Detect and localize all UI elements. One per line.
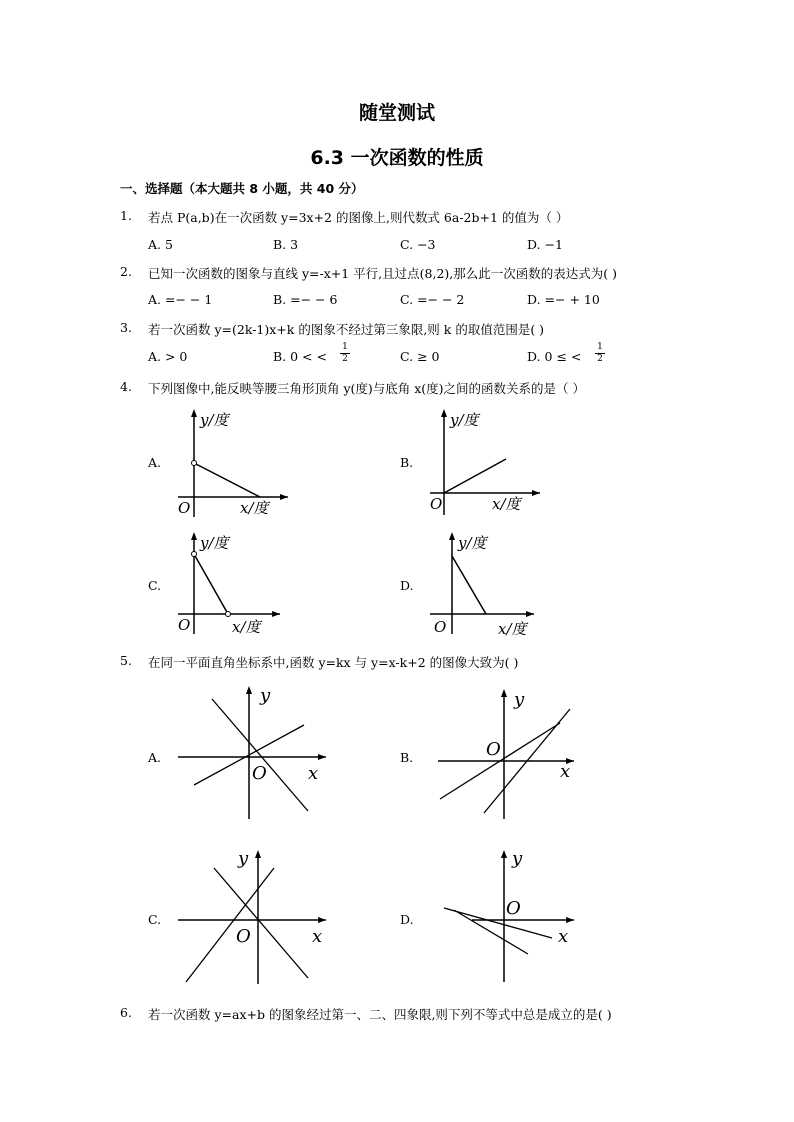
question-text: 在同一平面直角坐标系中,函数 y=kx 与 y=x-k+2 的图像大致为( ) <box>148 655 519 670</box>
x-label: x <box>308 763 319 784</box>
graph-line <box>444 459 506 493</box>
origin-label: O <box>178 616 191 634</box>
y-label: y/度 <box>450 411 479 429</box>
graph-line <box>444 908 552 938</box>
fraction-numerator: 1 <box>595 342 605 354</box>
option-b: B. 0 < < <box>273 349 327 364</box>
fraction-half <box>340 342 350 365</box>
option-b: B. =− − 6 <box>273 292 338 307</box>
y-arrow <box>191 532 197 540</box>
question-number: 4. <box>120 379 132 394</box>
graph-line <box>452 556 486 614</box>
question-text: 若点 P(a,b)在一次函数 y=3x+2 的图像上,则代数式 6a-2b+1 的值为（ ） <box>148 210 569 225</box>
open-point <box>192 552 197 557</box>
question-number: 1. <box>120 208 132 223</box>
y-arrow <box>255 850 261 858</box>
option-a: A. =− − 1 <box>148 292 213 307</box>
open-point <box>192 461 197 466</box>
option-d: D. <box>400 912 414 927</box>
question-text: 已知一次函数的图象与直线 y=-x+1 平行,且过点(8,2),那么此一次函数的表达式为( ) <box>148 266 617 281</box>
question-number: 6. <box>120 1005 132 1020</box>
origin-label: O <box>178 499 191 517</box>
option-a: A. > 0 <box>148 349 188 364</box>
graph-4c <box>170 528 290 643</box>
question-text: 若一次函数 y=ax+b 的图象经过第一、二、四象限,则下列不等式中总是成立的是( ) <box>148 1007 612 1022</box>
option-c: C. =− − 2 <box>400 292 465 307</box>
section-heading: 一、选择题（本大题共 8 小题，共 40 分） <box>120 181 364 196</box>
fraction-numerator: 1 <box>340 342 350 354</box>
origin-label: O <box>430 495 443 513</box>
graph-4a <box>170 405 290 520</box>
question-number: 5. <box>120 653 132 668</box>
graph-line <box>212 699 308 811</box>
graph-4b <box>422 405 542 520</box>
x-label: x/度 <box>232 618 261 636</box>
y-label: y/度 <box>200 411 229 429</box>
option-d: D. −1 <box>527 237 563 252</box>
y-label: y <box>260 685 271 706</box>
y-arrow <box>501 850 507 858</box>
origin-label: O <box>252 763 267 784</box>
y-arrow <box>191 409 197 417</box>
x-arrow <box>318 917 326 923</box>
graph-5d <box>432 848 592 988</box>
fraction-denominator: 2 <box>597 354 603 364</box>
graph-5c <box>172 848 332 988</box>
graph-line <box>186 868 274 982</box>
option-b: B. <box>400 750 414 765</box>
x-label: x <box>558 926 569 947</box>
x-label: x <box>560 761 571 782</box>
question-text: 若一次函数 y=(2k-1)x+k 的图象不经过第三象限,则 k 的取值范围是( ) <box>148 322 545 337</box>
origin-label: O <box>434 618 447 636</box>
x-arrow <box>566 917 574 923</box>
option-c: C. ≥ 0 <box>400 349 440 364</box>
fraction-half <box>595 342 605 365</box>
y-label: y <box>238 848 249 869</box>
option-d: D. 0 ≤ < <box>527 349 582 364</box>
y-arrow <box>246 686 252 694</box>
x-arrow <box>318 754 326 760</box>
question-text: 下列图像中,能反映等腰三角形顶角 y(度)与底角 x(度)之间的函数关系的是（ ） <box>148 381 586 396</box>
graph-line <box>194 463 260 497</box>
x-arrow <box>526 611 534 617</box>
option-b: B. 3 <box>273 237 299 252</box>
option-d: D. =− + 10 <box>527 292 600 307</box>
option-b: B. <box>400 455 414 470</box>
x-arrow <box>532 490 540 496</box>
option-a: A. 5 <box>148 237 173 252</box>
x-label: x/度 <box>492 495 521 513</box>
origin-label: O <box>486 739 501 760</box>
option-c: C. <box>148 912 162 927</box>
origin-label: O <box>236 926 251 947</box>
graph-line <box>194 554 228 614</box>
x-arrow <box>272 611 280 617</box>
y-label: y/度 <box>458 534 487 552</box>
graph-5b <box>432 685 592 825</box>
page-title: 随堂测试 <box>358 102 435 124</box>
graph-5a <box>172 685 332 825</box>
y-arrow <box>501 689 507 697</box>
y-arrow <box>441 409 447 417</box>
question-number: 2. <box>120 264 132 279</box>
x-label: x/度 <box>498 620 527 638</box>
x-arrow <box>280 494 288 500</box>
origin-label: O <box>506 898 521 919</box>
x-label: x <box>312 926 323 947</box>
option-c: C. −3 <box>400 237 436 252</box>
y-label: y <box>514 689 525 710</box>
graph-4d <box>422 528 542 643</box>
question-number: 3. <box>120 320 132 335</box>
y-label: y <box>512 848 523 869</box>
open-point <box>226 612 231 617</box>
option-d: D. <box>400 578 414 593</box>
fraction-denominator: 2 <box>342 354 348 364</box>
x-label: x/度 <box>240 499 269 517</box>
option-a: A. <box>148 455 162 470</box>
option-c: C. <box>148 578 162 593</box>
option-a: A. <box>148 750 162 765</box>
y-arrow <box>449 532 455 540</box>
y-label: y/度 <box>200 534 229 552</box>
page-subtitle: 6.3 一次函数的性质 <box>310 147 484 169</box>
